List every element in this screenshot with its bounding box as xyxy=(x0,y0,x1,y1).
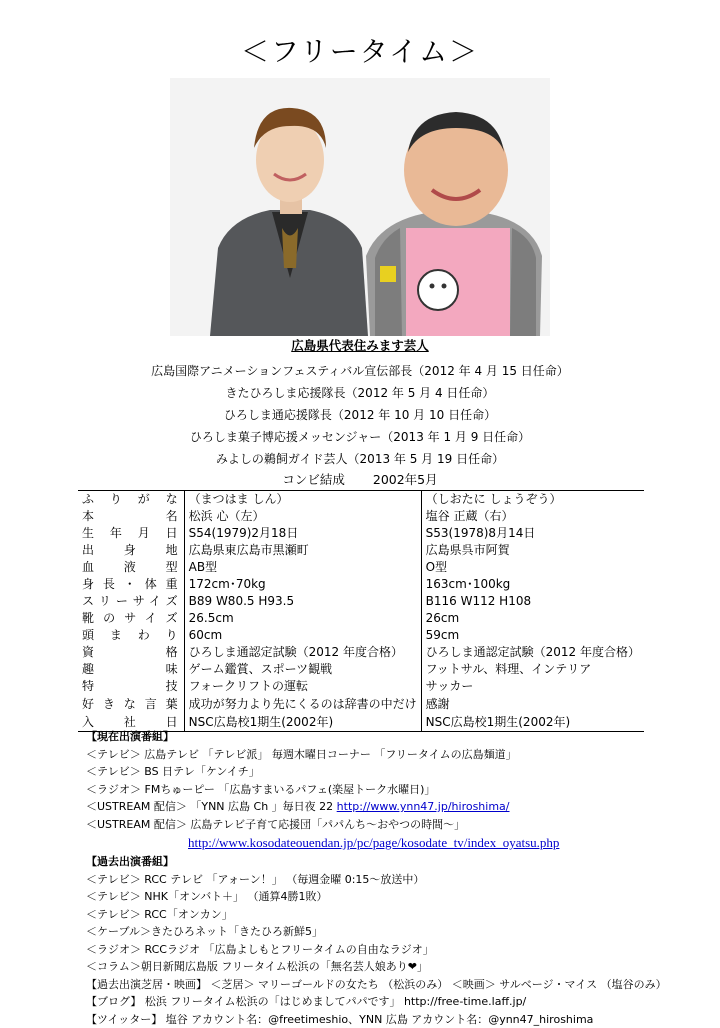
profile-row xyxy=(78,610,644,627)
ynn-link[interactable]: http://www.ynn47.jp/hiroshima/ xyxy=(337,800,510,813)
profile-value-left: フォークリフトの運転 xyxy=(184,678,421,695)
blog-line: 【ブログ】 松浜 フリータイム松浜の「はじめましてパパです」 http://free-time.laff.jp/ xyxy=(86,993,706,1011)
current-shows-header: 【現在出演番組】 xyxy=(86,728,706,746)
combo-formed xyxy=(0,470,720,490)
formed-date: 2002年5月 xyxy=(373,472,438,487)
past-show-item: ＜ラジオ＞ RCCラジオ 「広島よしもとフリータイムの自由なラジオ」 xyxy=(86,941,706,959)
profile-row xyxy=(78,661,644,678)
profile-value-left: 26.5cm xyxy=(184,610,421,627)
profile-row xyxy=(78,542,644,559)
profile-value-right: 感謝 xyxy=(421,695,644,713)
show-item: ＜USTREAM 配信＞ 広島テレビ子育て応援団「パパんち～おやつの時間～」 xyxy=(86,816,706,834)
profile-value-right: 26cm xyxy=(421,610,644,627)
profile-label: 趣味 xyxy=(78,661,184,678)
past-show-item: ＜テレビ＞ RCC「オンカン」 xyxy=(86,906,706,924)
stage-film-line: 【過去出演芝居・映画】 ＜芝居＞ マリーゴールドの女たち （松浜のみ） ＜映画＞ サルベージ・マイス （塩谷のみ） xyxy=(86,976,706,994)
profile-row xyxy=(78,678,644,695)
kosodate-link-line xyxy=(86,833,706,853)
profile-label: 靴のサイズ xyxy=(78,610,184,627)
role-line: きたひろしま応援隊長（2012 年 5 月 4 日任命） xyxy=(0,382,720,404)
role-line: 広島国際アニメーションフェスティバル宣伝部長（2012 年 4 月 15 日任命） xyxy=(0,360,720,382)
profile-value-right: 163cm･100kg xyxy=(421,576,644,593)
profile-value-right: 59cm xyxy=(421,627,644,644)
profile-value-left: ひろしま通認定試験（2012 年度合格） xyxy=(184,644,421,661)
profile-label: 身長・体重 xyxy=(78,576,184,593)
profile-value-right: フットサル、料理、インテリア xyxy=(421,661,644,678)
profile-label: 血液型 xyxy=(78,559,184,576)
profile-label: スリーサイズ xyxy=(78,593,184,610)
titles-section xyxy=(0,338,720,490)
past-show-item: ＜テレビ＞ RCC テレビ 「アォーン！」 （毎週金曜 0:15～放送中） xyxy=(86,871,706,889)
show-item: ＜テレビ＞ BS 日テレ「ケンイチ」 xyxy=(86,763,706,781)
profile-value-left: 成功が努力より先にくるのは辞書の中だけ xyxy=(184,695,421,713)
profile-value-right: ひろしま通認定試験（2012 年度合格） xyxy=(421,644,644,661)
profile-table xyxy=(78,490,644,732)
duo-photo-illustration xyxy=(170,78,550,336)
profile-value-left: NSC広島校1期生(2002年) xyxy=(184,713,421,732)
show-item xyxy=(86,798,706,816)
headline: 広島県代表住みます芸人 xyxy=(0,338,720,354)
profile-value-right: NSC広島校1期生(2002年) xyxy=(421,713,644,732)
profile-row xyxy=(78,491,644,509)
profile-row xyxy=(78,644,644,661)
profile-row xyxy=(78,576,644,593)
profile-label: 資格 xyxy=(78,644,184,661)
profile-row xyxy=(78,559,644,576)
profile-label: ふりがな xyxy=(78,491,184,509)
role-line: みよしの鵜飼ガイド芸人（2013 年 5 月 19 日任命） xyxy=(0,448,720,470)
ustream-ynn-text: ＜USTREAM 配信＞ 「YNN 広島 Ch 」毎日夜 22 xyxy=(86,800,337,813)
profile-value-right: 塩谷 正蔵（右） xyxy=(421,508,644,525)
profile-value-left: 松浜 心（左） xyxy=(184,508,421,525)
show-item: ＜ラジオ＞ FMちゅーピー 「広島すまいるパフェ(楽屋トーク水曜日)」 xyxy=(86,781,706,799)
appearances-section xyxy=(86,728,706,1028)
past-show-item: ＜テレビ＞ NHK「オンバト＋」 （通算4勝1敗） xyxy=(86,888,706,906)
profile-row xyxy=(78,695,644,713)
duo-photo xyxy=(170,78,550,336)
profile-value-left: ゲーム鑑賞、スポーツ観戦 xyxy=(184,661,421,678)
profile-value-right: O型 xyxy=(421,559,644,576)
page-title: ＜フリータイム＞ xyxy=(0,30,720,70)
profile-value-left: 172cm･70kg xyxy=(184,576,421,593)
profile-label: 頭まわり xyxy=(78,627,184,644)
profile-label: 入社日 xyxy=(78,713,184,732)
formed-label: コンビ結成 xyxy=(282,472,345,487)
twitter-line: 【ツイッター】 塩谷 アカウント名：@freetimeshio、YNN 広島 アカウント名：@ynn47_hiroshima xyxy=(86,1011,706,1028)
profile-value-left: S54(1979)2月18日 xyxy=(184,525,421,542)
profile-label: 生年月日 xyxy=(78,525,184,542)
show-item: ＜テレビ＞ 広島テレビ 「テレビ派」 毎週木曜日コーナー 「フリータイムの広島麺道」 xyxy=(86,746,706,764)
profile-row xyxy=(78,627,644,644)
past-show-item: ＜ケーブル＞きたひろネット「きたひろ新鮮5」 xyxy=(86,923,706,941)
past-shows-header: 【過去出演番組】 xyxy=(86,853,706,871)
past-show-item: ＜コラム＞朝日新聞広島版 フリータイム松浜の「無名芸人娘あり❤」 xyxy=(86,958,706,976)
profile-value-left: B89 W80.5 H93.5 xyxy=(184,593,421,610)
profile-value-right: （しおたに しょうぞう） xyxy=(421,491,644,509)
profile-value-left: AB型 xyxy=(184,559,421,576)
profile-value-left: （まつはま しん） xyxy=(184,491,421,509)
profile-row xyxy=(78,508,644,525)
role-line: ひろしま菓子博応援メッセンジャー（2013 年 1 月 9 日任命） xyxy=(0,426,720,448)
profile-value-right: B116 W112 H108 xyxy=(421,593,644,610)
profile-value-left: 広島県東広島市黒瀬町 xyxy=(184,542,421,559)
profile-value-left: 60cm xyxy=(184,627,421,644)
profile-label: 出身地 xyxy=(78,542,184,559)
profile-row xyxy=(78,593,644,610)
profile-value-right: サッカー xyxy=(421,678,644,695)
profile-value-right: 広島県呉市阿賀 xyxy=(421,542,644,559)
profile-row xyxy=(78,525,644,542)
profile-value-right: S53(1978)8月14日 xyxy=(421,525,644,542)
role-line: ひろしま通応援隊長（2012 年 10 月 10 日任命） xyxy=(0,404,720,426)
kosodate-link[interactable]: http://www.kosodateouendan.jp/pc/page/kosodate_tv/index_oyatsu.php xyxy=(188,835,559,850)
profile-label: 特技 xyxy=(78,678,184,695)
profile-label: 好きな言葉 xyxy=(78,695,184,713)
profile-label: 本名 xyxy=(78,508,184,525)
